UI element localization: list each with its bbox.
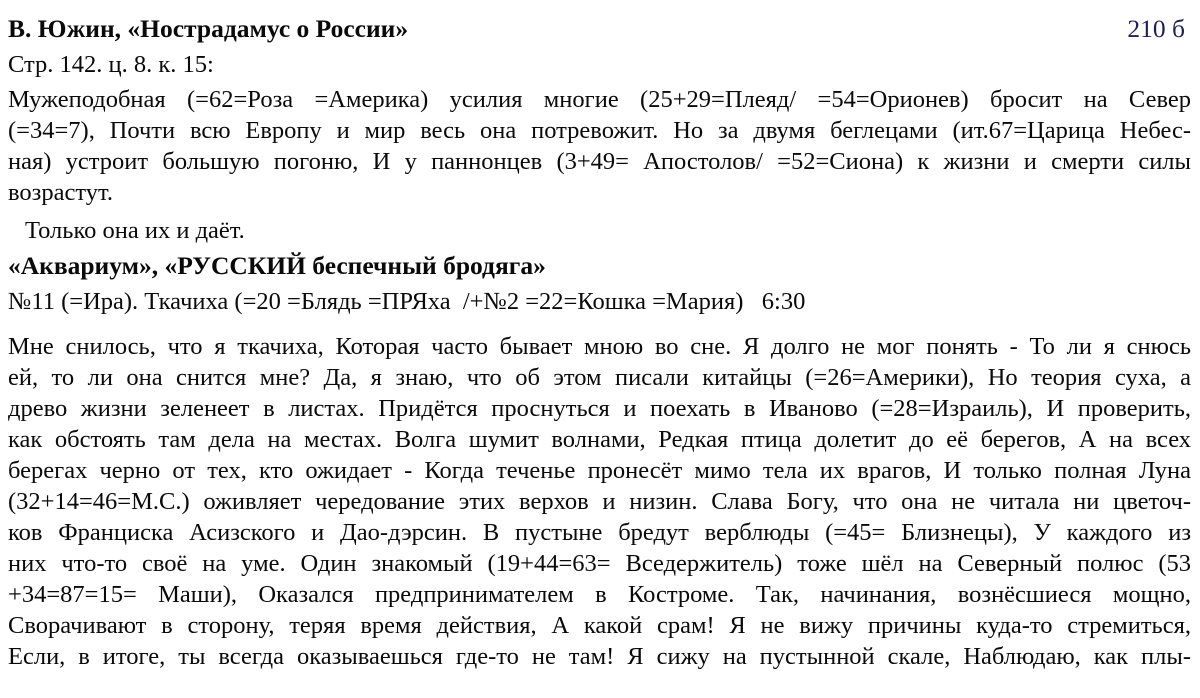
lyrics-line: них что-то своё на уме. Один знакомый (19+44=63= Вседержитель) тоже шёл на Северный полюс (53 (8, 550, 1191, 577)
track-title-line: №11 (=Ира). Ткачиха (=20 =Блядь =ПРЯха /+№2 =22=Кошка =Мария) 6:30 (8, 288, 806, 315)
album-heading: «Аквариум», «РУССКИЙ беспечный бродяга» (8, 251, 546, 280)
quatrain-paragraph (8, 84, 1191, 208)
quatrain-line: ная) устроит большую погоню, И у паннонцев (3+49= Апостолов/ =52=Сиона) к жизни и смерти силы (8, 148, 1191, 175)
lyrics-line: ков Франциска Асизского и Дао-дэрсин. В пустыне бредут верблюды (=45= Близнецы), У каждого из (8, 519, 1191, 546)
comment-line: Только она их и даёт. (25, 217, 245, 244)
quatrain-line: (=34=7), Почти всю Европу и мир весь она потревожит. Но за двумя беглецами (ит.67=Царица Небес- (8, 117, 1191, 144)
lyrics-line: как обстоять там дела на местах. Волга шумит волнами, Редкая птица долетит до её берегов, А на всех (8, 426, 1191, 453)
lyrics-line: (32+14=46=М.С.) оживляет чередование этих верхов и низин. Слава Богу, что она не читала ни цветоч- (8, 488, 1191, 515)
citation-reference: Стр. 142. ц. 8. к. 15: (8, 51, 214, 78)
lyrics-line: берегах черно от тех, кто ожидает - Когда теченье пронесёт мимо тела их врагов, И только полная Луна (8, 457, 1191, 484)
book-title: В. Южин, «Нострадамус о России» (8, 14, 409, 43)
lyrics-line: Мне снилось, что я ткачиха, Которая часто бывает мною во сне. Я долго не мог понять - То ли я снюсь (8, 333, 1191, 360)
quatrain-line: Мужеподобная (=62=Роза =Америка) усилия многие (25+29=Плеяд/ =54=Орионев) бросит на Север (8, 86, 1191, 113)
quatrain-line: возрастут. (8, 179, 113, 206)
lyrics-paragraph (8, 331, 1191, 672)
header-row (8, 13, 1191, 44)
lyrics-line: Если, в итоге, ты всегда оказываешься где-то не там! Я сижу на пустынной скале, Наблюдаю, как плы- (8, 643, 1191, 670)
lyrics-line: ей, то ли она снится мне? Да, я знаю, что об этом писали китайцы (=26=Америки), Но теория суха, а (8, 364, 1191, 391)
lyrics-line: Сворачивают в сторону, теряя время действия, А какой срам! Я не вижу причины куда-то стремиться, (8, 612, 1191, 639)
page-number: 210 б (1127, 14, 1185, 43)
lyrics-line: +34=87=15= Маши), Оказался предпринимателем в Костроме. Так, начинания, вознёсшиеся мощно, (8, 581, 1191, 608)
lyrics-line: древо жизни зеленеет в листах. Придётся проснуться и поехать в Иваново (=28=Израиль), И проверить, (8, 395, 1191, 422)
